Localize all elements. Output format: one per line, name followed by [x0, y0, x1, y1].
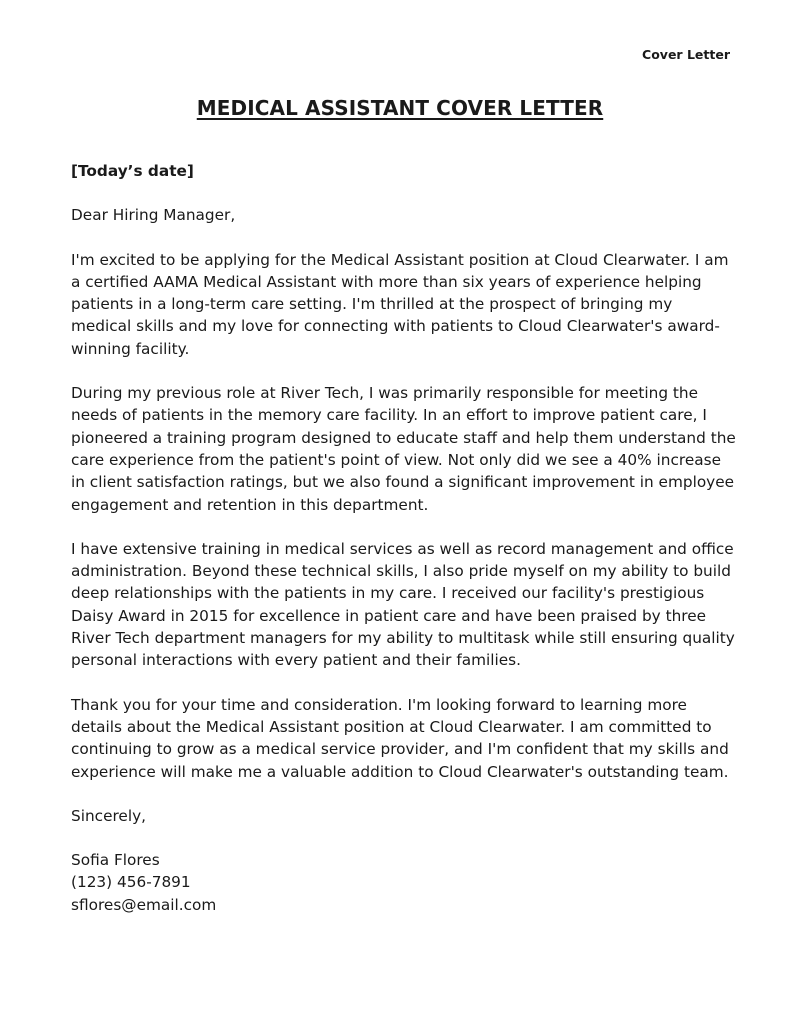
- signature-name: Sofia Flores: [71, 851, 160, 870]
- letter-paragraph-3: I have extensive training in medical services as well as record management and office administration. Beyond these technical skills, I also pride myself on my ability to build deep relationships with the patients in my care. I received our facility's prestigious Daisy Award in 2015 for excellence in patient care and have been praised by three River Tech department managers for my ability to multitask while still ensuring quality personal interactions with every patient and their families.: [71, 539, 735, 670]
- header-label: Cover Letter: [642, 47, 730, 62]
- page-title: MEDICAL ASSISTANT COVER LETTER: [196, 96, 604, 120]
- letter-closing: Sincerely,: [71, 806, 147, 825]
- letter-date: [Today’s date]: [71, 162, 194, 180]
- signature-phone: (123) 456-7891: [71, 873, 191, 892]
- letter-paragraph-2: During my previous role at River Tech, I was primarily responsible for meeting the needs of patients in the memory care facility. In an effort to improve patient care, I pioneered a training program designed to educate staff and help them understand the care experience from the patient's point of view. Not only did we see a 40% increase in client satisfaction ratings, but we also found a significant improvement in employee engagement and retention in this department.: [71, 384, 736, 514]
- letter-salutation: Dear Hiring Manager,: [71, 206, 236, 225]
- signature-email: sflores@email.com: [71, 895, 217, 914]
- letter-paragraph-1: I'm excited to be applying for the Medical Assistant position at Cloud Clearwater. I am a certified AAMA Medical Assistant with more than six years of experience helping patients in a long-term care setting. I'm thrilled at the prospect of bringing my medical skills and my love for connecting with patients to Cloud Clearwater's award-winning facility.: [71, 250, 729, 358]
- letter-paragraph-4: Thank you for your time and consideration. I'm looking forward to learning more details about the Medical Assistant position at Cloud Clearwater. I am committed to continuing to grow as a medical service provider, and I'm confident that my skills and experience will make me a valuable addition to Cloud Clearwater's outstanding team.: [71, 695, 729, 781]
- letter-body: [71, 160, 736, 916]
